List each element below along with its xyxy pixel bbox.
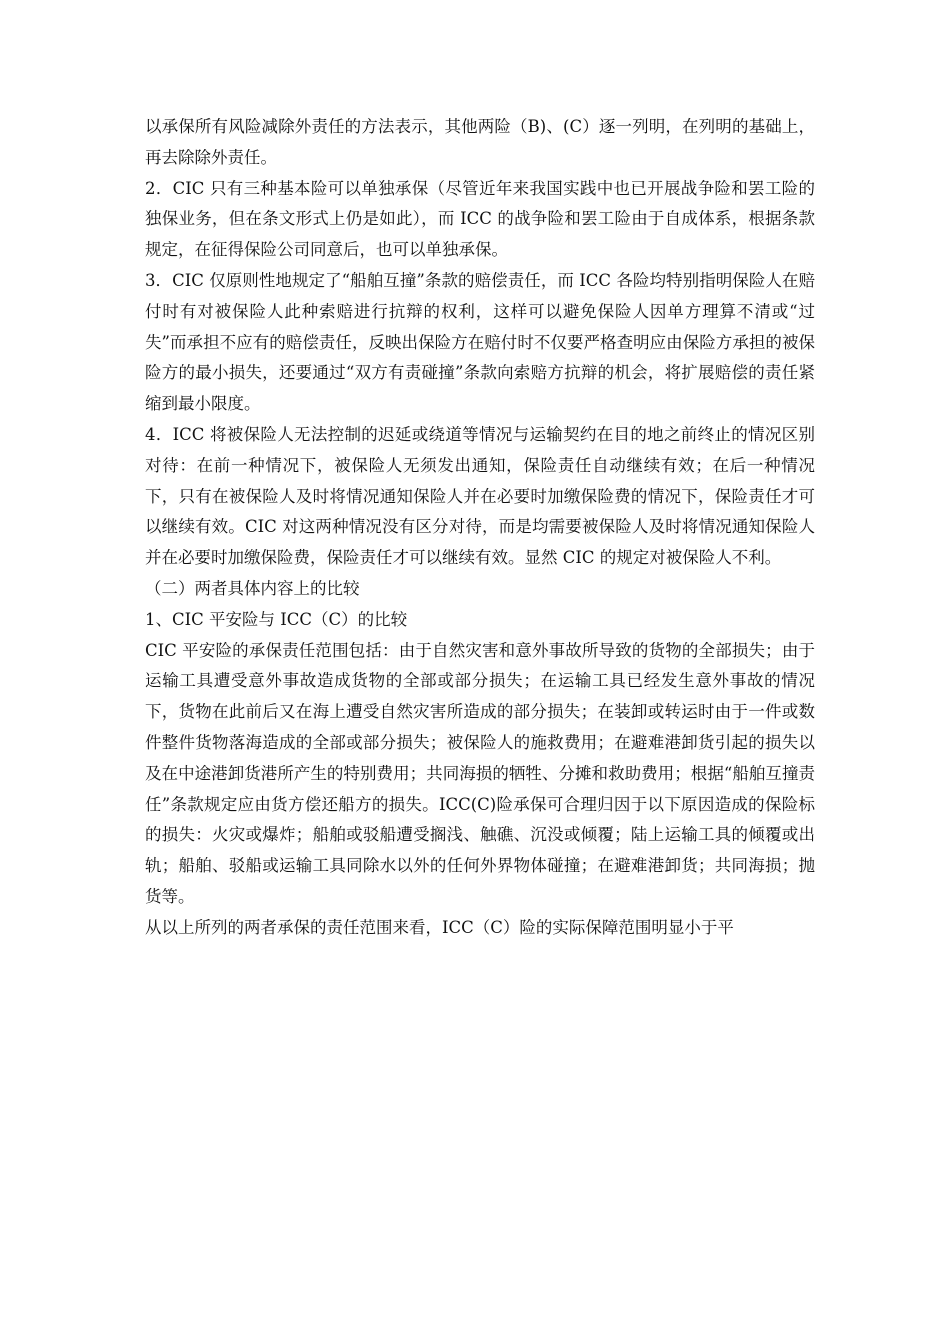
paragraph-coverage-scope: CIC 平安险的承保责任范围包括：由于自然灾害和意外事故所导致的货物的全部损失；由于运输工具遭受意外事故造成货物的全部或部分损失；在运输工具已经发生意外事故的情况下，货物在此前后又在海上遭受自然灾害所造成的部分损失；在装卸或转运时由于一件或数件整件货物落海造成的全部或部分损失；被保险人的施救费用；在避难港卸货引起的损失以及在中途港卸货港所产生的特别费用；共同海损的牺牲、分摊和救助费用；根据“船舶互撞责任”条款规定应由货方偿还船方的损失。ICC(C)险承保可合理归因于以下原因造成的保险标的损失：火灾或爆炸；船舶或驳船遭受搁浅、触礁、沉没或倾覆；陆上运输工具的倾覆或出轨；船舶、驳船或运输工具同除水以外的任何外界物体碰撞；在避难港卸货；共同海损；抛货等。 — [145, 640, 815, 906]
document-body — [145, 112, 815, 944]
paragraph-conclusion: 从以上所列的两者承保的责任范围来看，ICC（C）险的实际保障范围明显小于平 — [145, 917, 734, 937]
paragraph-point-3: 3．CIC 仅原则性地规定了“船舶互撞”条款的赔偿责任，而 ICC 各险均特别指明保险人在赔付时有对被保险人此种索赔进行抗辩的权利，这样可以避免保险人因单方理算不清或“过失”而承担不应有的赔偿责任，反映出保险方在赔付时不仅要严格查明应由保险方承担的被保险方的最小损失，还要通过“双方有责碰撞”条款向索赔方抗辩的机会，将扩展赔偿的责任紧缩到最小限度。 — [145, 270, 815, 414]
subsection-heading-cic-icc-c: 1、CIC 平安险与 ICC（C）的比较 — [145, 609, 408, 629]
paragraph-point-2: 2．CIC 只有三种基本险可以单独承保（尽管近年来我国实践中也已开展战争险和罢工险的独保业务，但在条文形式上仍是如此），而 ICC 的战争险和罢工险由于自成体系，根据条款规定，在征得保险公司同意后，也可以单独承保。 — [145, 178, 815, 260]
paragraph-point-4: 4．ICC 将被保险人无法控制的迟延或绕道等情况与运输契约在目的地之前终止的情况区别对待：在前一种情况下，被保险人无须发出通知，保险责任自动继续有效；在后一种情况下，只有在被保险人及时将情况通知保险人并在必要时加缴保险费的情况下，保险责任才可以继续有效。CIC 对这两种情况没有区分对待，而是均需要被保险人及时将情况通知保险人并在必要时加缴保险费，保险责任才可以继续有效。显然 CIC 的规定对被保险人不利。 — [145, 424, 815, 568]
section-heading-comparison: （二）两者具体内容上的比较 — [145, 578, 360, 598]
paragraph-exclusion-method: 以承保所有风险减除外责任的方法表示，其他两险（B)、(C）逐一列明，在列明的基础上，再去除除外责任。 — [145, 117, 815, 167]
